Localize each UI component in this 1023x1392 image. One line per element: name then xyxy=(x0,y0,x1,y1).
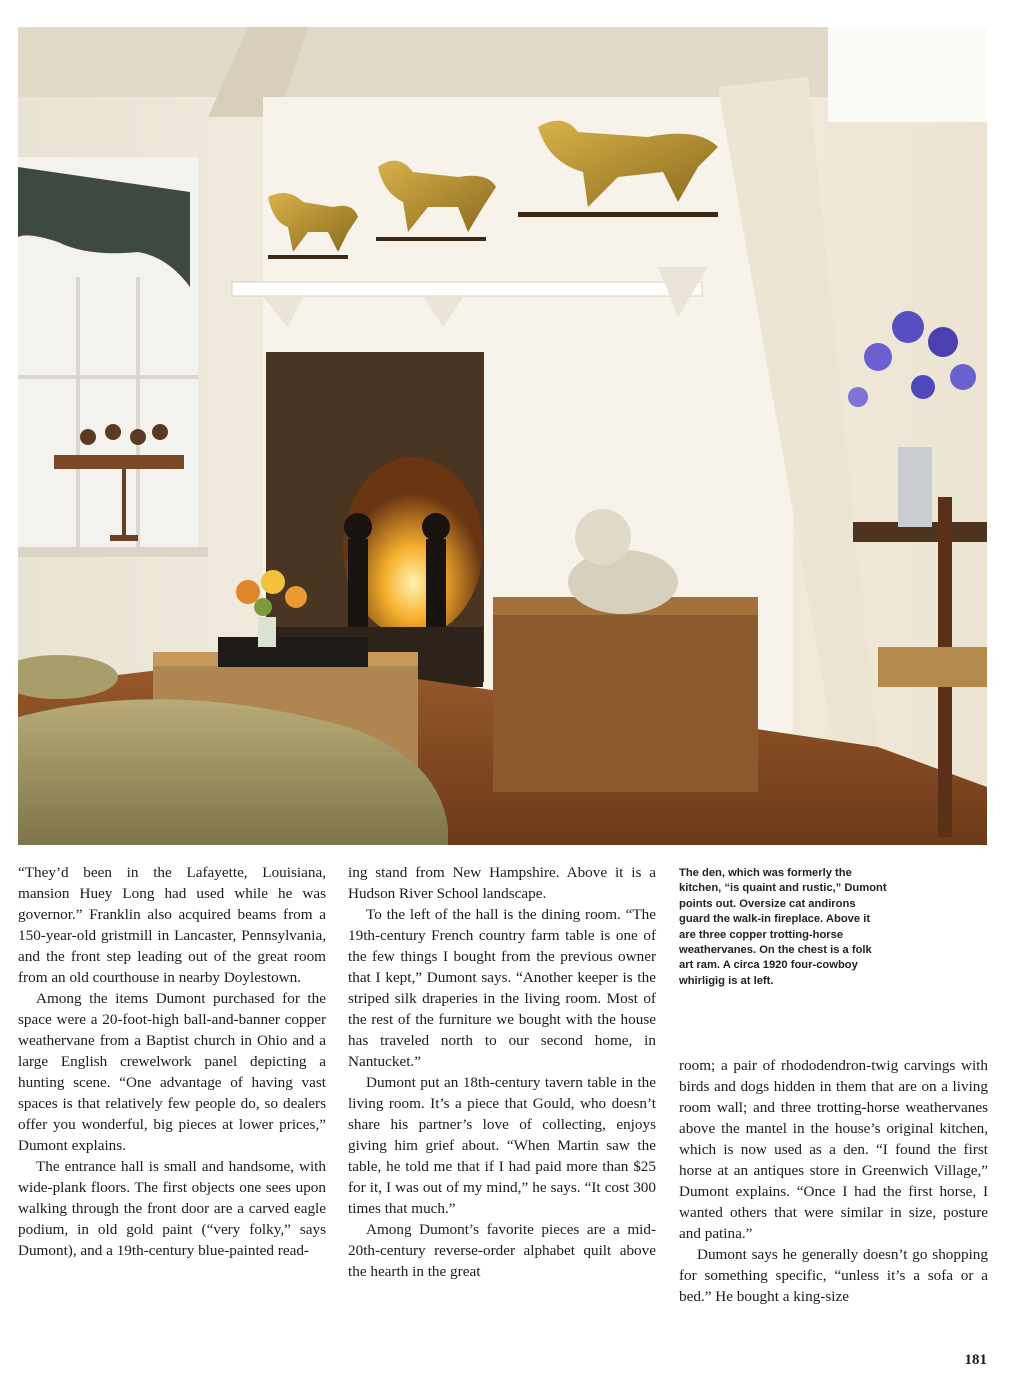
page-number: 181 xyxy=(964,1352,987,1368)
painted-chest xyxy=(493,597,758,792)
article-column-2 xyxy=(348,862,656,1282)
mantel-shelf xyxy=(232,282,702,296)
photo-illustration xyxy=(18,27,987,845)
paragraph: The entrance hall is small and handsome, with wide-plank floors. The first objects one sees upon walking through the front door are a carved eagle podium, in old gold paint (“very folky,” says Dumont), and a 19th-century blue-painted read- xyxy=(18,1158,326,1259)
article-column-3 xyxy=(679,1055,988,1307)
photo-caption: The den, which was formerly the kitchen, “is quaint and rustic,” Dumont points out. Oversize cat andirons guard the walk-in fireplace. Above it are three copper trotting-horse weathervanes. On the chest is a folk art ram. A circa 1920 four-cowboy whirligig is at left. xyxy=(679,867,887,987)
paragraph: Among Dumont’s favorite pieces are a mid-20th-century reverse-order alphabet quilt above the hearth in the great xyxy=(348,1221,656,1280)
paragraph: “They’d been in the Lafayette, Louisiana, mansion Huey Long had used while he was governor.” Franklin also acquired beams from a 150-year-old gristmill in Lancaster, Pennsylvania, and the front step leading out of the great room from an old courthouse in nearby Doylestown. xyxy=(18,864,326,986)
article-column-1 xyxy=(18,862,326,1261)
paragraph: Dumont put an 18th-century tavern table in the living room. It’s a piece that Gould, who doesn’t share his partner’s love of collecting, enjoys giving him grief about. “When Martin saw the table, he told me that if I had paid more than $25 for it, I was out of my mind,” he says. “It cost 300 times that much.” xyxy=(348,1074,656,1217)
paragraph: To the left of the hall is the dining room. “The 19th-century French country farm table is one of the few things I bought from the previous owner that I kept,” Dumont says. “Another keeper is the striped silk draperies in the living room. Most of the rest of the furniture we bought with the house has traveled north to our second home, in Nantucket.” xyxy=(348,906,656,1070)
paragraph: Among the items Dumont purchased for the space were a 20-foot-high ball-and-banner copper weathervane from a Baptist church in Ohio and a large English crewelwork panel depicting a hunting scene. “One advantage of having vast spaces is that relatively few people do, so dealers offer you wonderful, big pieces at lower prices,” Dumont explains. xyxy=(18,990,326,1154)
den-fireplace-photo xyxy=(18,27,987,845)
paragraph: room; a pair of rhododendron-twig carvings with birds and dogs hidden in them that are on a living room wall; and three trotting-horse weathervanes above the mantel in the house’s original kitchen, which is now used as a den. “I found the first horse at an antiques store in Greenwich Village,” Dumont explains. “Once I had the first horse, I wanted others that were similar in size, posture and patina.” xyxy=(679,1057,988,1242)
paragraph: Dumont says he generally doesn’t go shopping for something specific, “unless it’s a sofa or a bed.” He bought a king-size xyxy=(679,1246,988,1305)
book xyxy=(218,637,368,667)
paragraph: ing stand from New Hampshire. Above it is a Hudson River School landscape. xyxy=(348,864,656,902)
vase xyxy=(898,447,932,527)
